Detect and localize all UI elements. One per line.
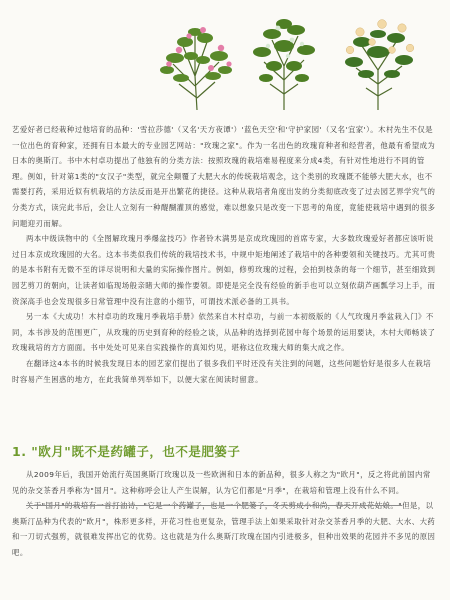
paragraph-austin-care bbox=[12, 498, 436, 560]
paragraph-euro-roses: 从2009年后，我国开始流行英国奥斯汀玫瑰以及一些欧洲和日本的新品种，很多人称之为"欧月"，反之将此前国内常见的杂交茶香月季称为"国月"。这种称呼会让人产生误解，认为它们都是"月季"，在栽培和管理上没有什么不同。 bbox=[12, 470, 431, 495]
paragraph-suzuki-book: 两本中级读物中的《全图解玫瑰月季爆盆技巧》作者铃木满男是京成玫瑰园的首席专家，大多数玫瑰爱好者都应该听说过日本京成玫瑰园的大名。这本书类似我们传统的栽培技术书，中规中矩地阐述了栽培中的各种要领和关键技巧。尤其可贵的是本书附有无微不至的详尽说明和大量的实际操作图片。例如，修剪玫瑰的过程，会拍到枝条的每一个细节，甚至细致到园艺剪刀的朝向，让读者如临现场般亲睹大师的操作要领。即使是完全没有经验的新手也可以立刻依葫芦画瓢学习上手，而资深高手也会发现很多日常管理中没有注意的小细节，可谓技术派必备的工具书。 bbox=[12, 234, 436, 306]
rose-bush-cream-icon bbox=[326, 6, 431, 114]
paragraph-austin-care-text: 但是，以奥斯汀品种为代表的"欧月"，株形更多样，开花习性也更复杂，管理手法上如果采取针对杂交茶香月季的大肥、大水、大药和一刀切式强剪，就很难发挥出它的优势。这也就是为什么奥斯汀玫瑰在国内引进极多，但种出效果的花园并不多见的原因吧。 bbox=[12, 501, 436, 557]
paragraph-kimura-handbook: 另一本《大成功！木村卓功的玫瑰月季栽培手册》依然来自木村卓功，与前一本初级版的《人气玫瑰月季盆栽入门》不同，本书涉及的范围更广，从玫瑰的历史到育种的经验之谈，从品种的选择到花园中每个场景的运用要诀，木村大师畅谈了玫瑰栽培的方方面面。书中处处可见来自实践操作的真知灼见，堪称这位玫瑰大师的集大成之作。 bbox=[12, 312, 436, 353]
rose-bush-green-icon bbox=[232, 6, 337, 114]
section-body bbox=[12, 467, 436, 561]
intro-paragraphs bbox=[12, 122, 436, 387]
struck-through-rhyme: 关于"国月"的栽培有一首打油诗，"它是一个药罐子，也是一个肥篓子，冬天剪成小和尚，春天开成花姑娘。" bbox=[26, 501, 403, 511]
paragraph-translator-note: 在翻译这4本书的时候我发现日本的园艺家们提出了很多我们平时还没有关注到的问题，这些问题恰好是很多人在栽培时容易产生困惑的地方，在此我简单列举如下，以便大家在阅读时留意。 bbox=[12, 358, 432, 384]
section-heading: 1. "欧月"既不是药罐子，也不是肥篓子 bbox=[12, 444, 241, 459]
paragraph-kimura-intro: 艺爱好者已经栽种过他培育的品种：'雪拉莎德'（又名'天方夜谭'）'蓝色天空'和'守护家园'（又名'宜家'）。木村先生不仅是一位出色的育种家，还拥有日本最大的专业园艺网站："玫瑰之家"。作为一名出色的玫瑰育种者和经营者，他最有希望成为日本的奥斯汀。书中木村卓功提出了他独有的分类方法：按照玫瑰的栽培难易程度来分成4类，有针对性地进行不同的管理。例如，针对第1类的"女汉子"类型，就完全颠覆了大肥大水的传统栽培观念，这个类别的玫瑰既不能够大肥大水，也不需要打药，采用近似有机栽培的方法反而是开出繁花的捷径。这种从栽培者角度出发的分类彻底改变了过去园艺界学究气的分类方式，读完此书后，会让人立刻有一种醍醐灌顶的感觉，难以想象只是改变一下思考的角度，竟能使栽培中遇到的很多问题迎刃而解。 bbox=[12, 125, 436, 228]
